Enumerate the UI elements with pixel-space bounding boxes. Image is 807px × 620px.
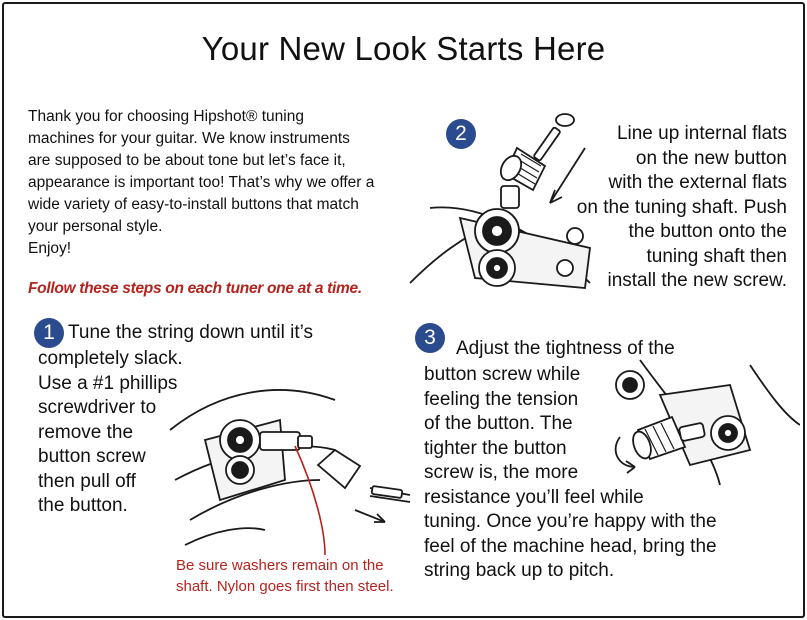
intro-line: appearance is important too! That’s why we offer a: [28, 174, 375, 191]
step-3-line: of the button. The: [424, 413, 573, 434]
washer-note-line: Be sure washers remain on the: [176, 557, 384, 574]
step-1-heading: Tune the string down until it’s: [68, 322, 314, 343]
step-1-line: Use a #1 phillips: [38, 372, 178, 394]
intro-line: wide variety of easy-to-install buttons that match: [28, 196, 359, 213]
intro-line: Thank you for choosing Hipshot® tuning: [28, 108, 304, 125]
intro-line: your personal style.: [28, 218, 163, 235]
step-1-line: completely slack.: [38, 348, 183, 369]
intro-line: machines for your guitar. We know instruments: [28, 130, 350, 147]
step-3-line: screw is, the more: [424, 462, 579, 483]
step-2-line: Line up internal flats: [616, 123, 787, 144]
step-1-line: then pull off: [38, 470, 136, 492]
step-3-line: resistance you’ll feel while: [424, 486, 644, 508]
step-3-line: tighter the button: [424, 437, 567, 459]
step-2-text: [487, 122, 787, 294]
intro-line: Enjoy!: [28, 240, 72, 257]
follow-steps-note: Follow these steps on each tuner one at a time.: [28, 280, 362, 297]
step-2-badge: 2: [446, 119, 476, 149]
step-3-line: feeling the tension: [424, 388, 579, 410]
page-title: Your New Look Starts Here: [201, 30, 606, 67]
step-3-line: button screw while: [424, 364, 581, 385]
step-3-line: string back up to pitch.: [424, 560, 615, 581]
step-2-line: the button onto the: [628, 221, 787, 242]
step-3-line: tuning. Once you’re happy with the: [424, 511, 717, 532]
step-1-line: the button.: [38, 495, 128, 516]
step-3-line: feel of the machine head, bring the: [424, 535, 717, 557]
step-2-line: install the new screw.: [607, 270, 787, 291]
step-1-text: [38, 347, 188, 519]
washer-note-line: shaft. Nylon goes first then steel.: [176, 578, 394, 595]
step-1-badge: 1: [34, 318, 64, 348]
step-2-line: on the tuning shaft. Push: [576, 196, 787, 218]
step-2-line: with the external flats: [608, 172, 787, 193]
intro-line: are supposed to be about tone but let’s face it,: [28, 152, 346, 169]
step-2-line: on the new button: [635, 147, 787, 169]
step-3-text: [424, 363, 789, 584]
intro-paragraph: [28, 106, 438, 260]
step-1-line: button screw: [38, 446, 146, 467]
tuner-step1-illustration: [160, 370, 420, 555]
washer-note: [176, 555, 426, 597]
step-1-line: remove the: [38, 421, 134, 443]
step-3-heading: Adjust the tightness of the: [456, 338, 675, 359]
step-1-line: screwdriver to: [38, 397, 157, 418]
step-3-badge: 3: [415, 323, 445, 353]
step-2-line: tuning shaft then: [646, 245, 787, 267]
